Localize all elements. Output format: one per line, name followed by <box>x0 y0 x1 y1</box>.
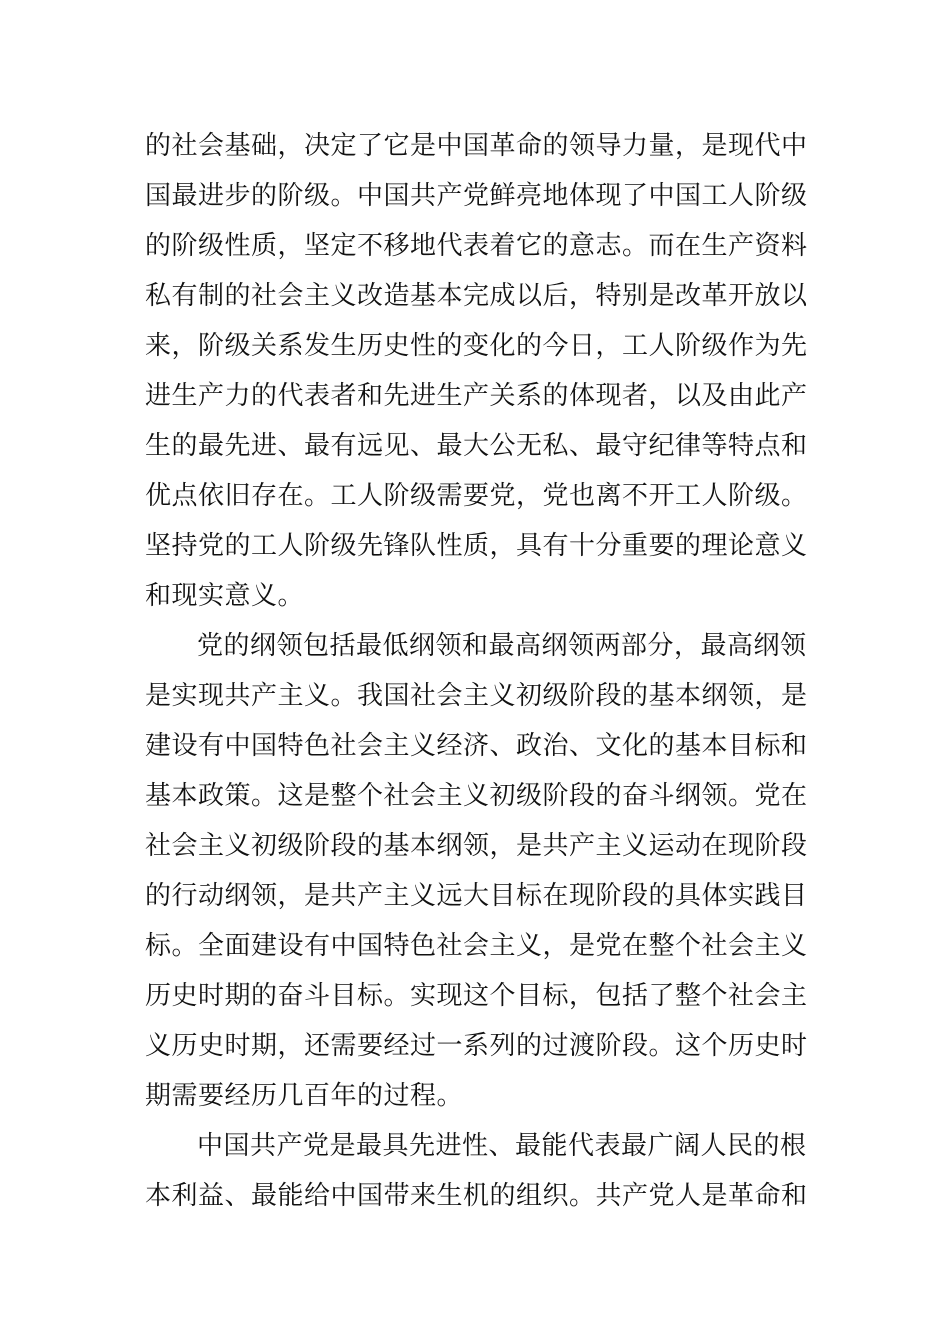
text-line: 的行动纲领，是共产主义远大目标在现阶段的具体实践目 <box>145 881 808 911</box>
text-line: 的社会基础，决定了它是中国革命的领导力量，是现代中 <box>145 131 808 161</box>
text-line: 的阶级性质，坚定不移地代表着它的意志。而在生产资料 <box>145 231 808 261</box>
text-line: 进生产力的代表者和先进生产关系的体现者，以及由此产 <box>145 381 808 411</box>
text-line: 国最进步的阶级。中国共产党鲜亮地体现了中国工人阶级 <box>145 181 808 211</box>
body-text <box>145 121 810 1221</box>
text-line: 建设有中国特色社会主义经济、政治、文化的基本目标和 <box>145 731 808 761</box>
text-line: 坚持党的工人阶级先锋队性质，具有十分重要的理论意义 <box>145 531 808 561</box>
text-line: 生的最先进、最有远见、最大公无私、最守纪律等特点和 <box>145 431 808 461</box>
paragraph-first-line: 中国共产党是最具先进性、最能代表最广阔人民的根 <box>197 1131 807 1161</box>
text-line: 优点依旧存在。工人阶级需要党，党也离不开工人阶级。 <box>145 481 808 511</box>
text-line: 私有制的社会主义改造基本完成以后，特别是改革开放以 <box>145 281 808 311</box>
text-line: 历史时期的奋斗目标。实现这个目标，包括了整个社会主 <box>145 981 808 1011</box>
text-line: 本利益、最能给中国带来生机的组织。共产党人是革命和 <box>145 1181 808 1211</box>
text-line: 是实现共产主义。我国社会主义初级阶段的基本纲领，是 <box>145 681 808 711</box>
text-line: 义历史时期，还需要经过一系列的过渡阶段。这个历史时 <box>145 1031 808 1061</box>
text-line: 和现实意义。 <box>145 581 305 611</box>
text-line: 基本政策。这是整个社会主义初级阶段的奋斗纲领。党在 <box>145 781 808 811</box>
text-line: 期需要经历几百年的过程。 <box>145 1081 464 1111</box>
text-line: 来，阶级关系发生历史性的变化的今日，工人阶级作为先 <box>145 331 808 361</box>
text-line: 社会主义初级阶段的基本纲领，是共产主义运动在现阶段 <box>145 831 808 861</box>
paragraph-first-line: 党的纲领包括最低纲领和最高纲领两部分，最高纲领 <box>197 631 807 661</box>
text-line: 标。全面建设有中国特色社会主义，是党在整个社会主义 <box>145 931 808 961</box>
